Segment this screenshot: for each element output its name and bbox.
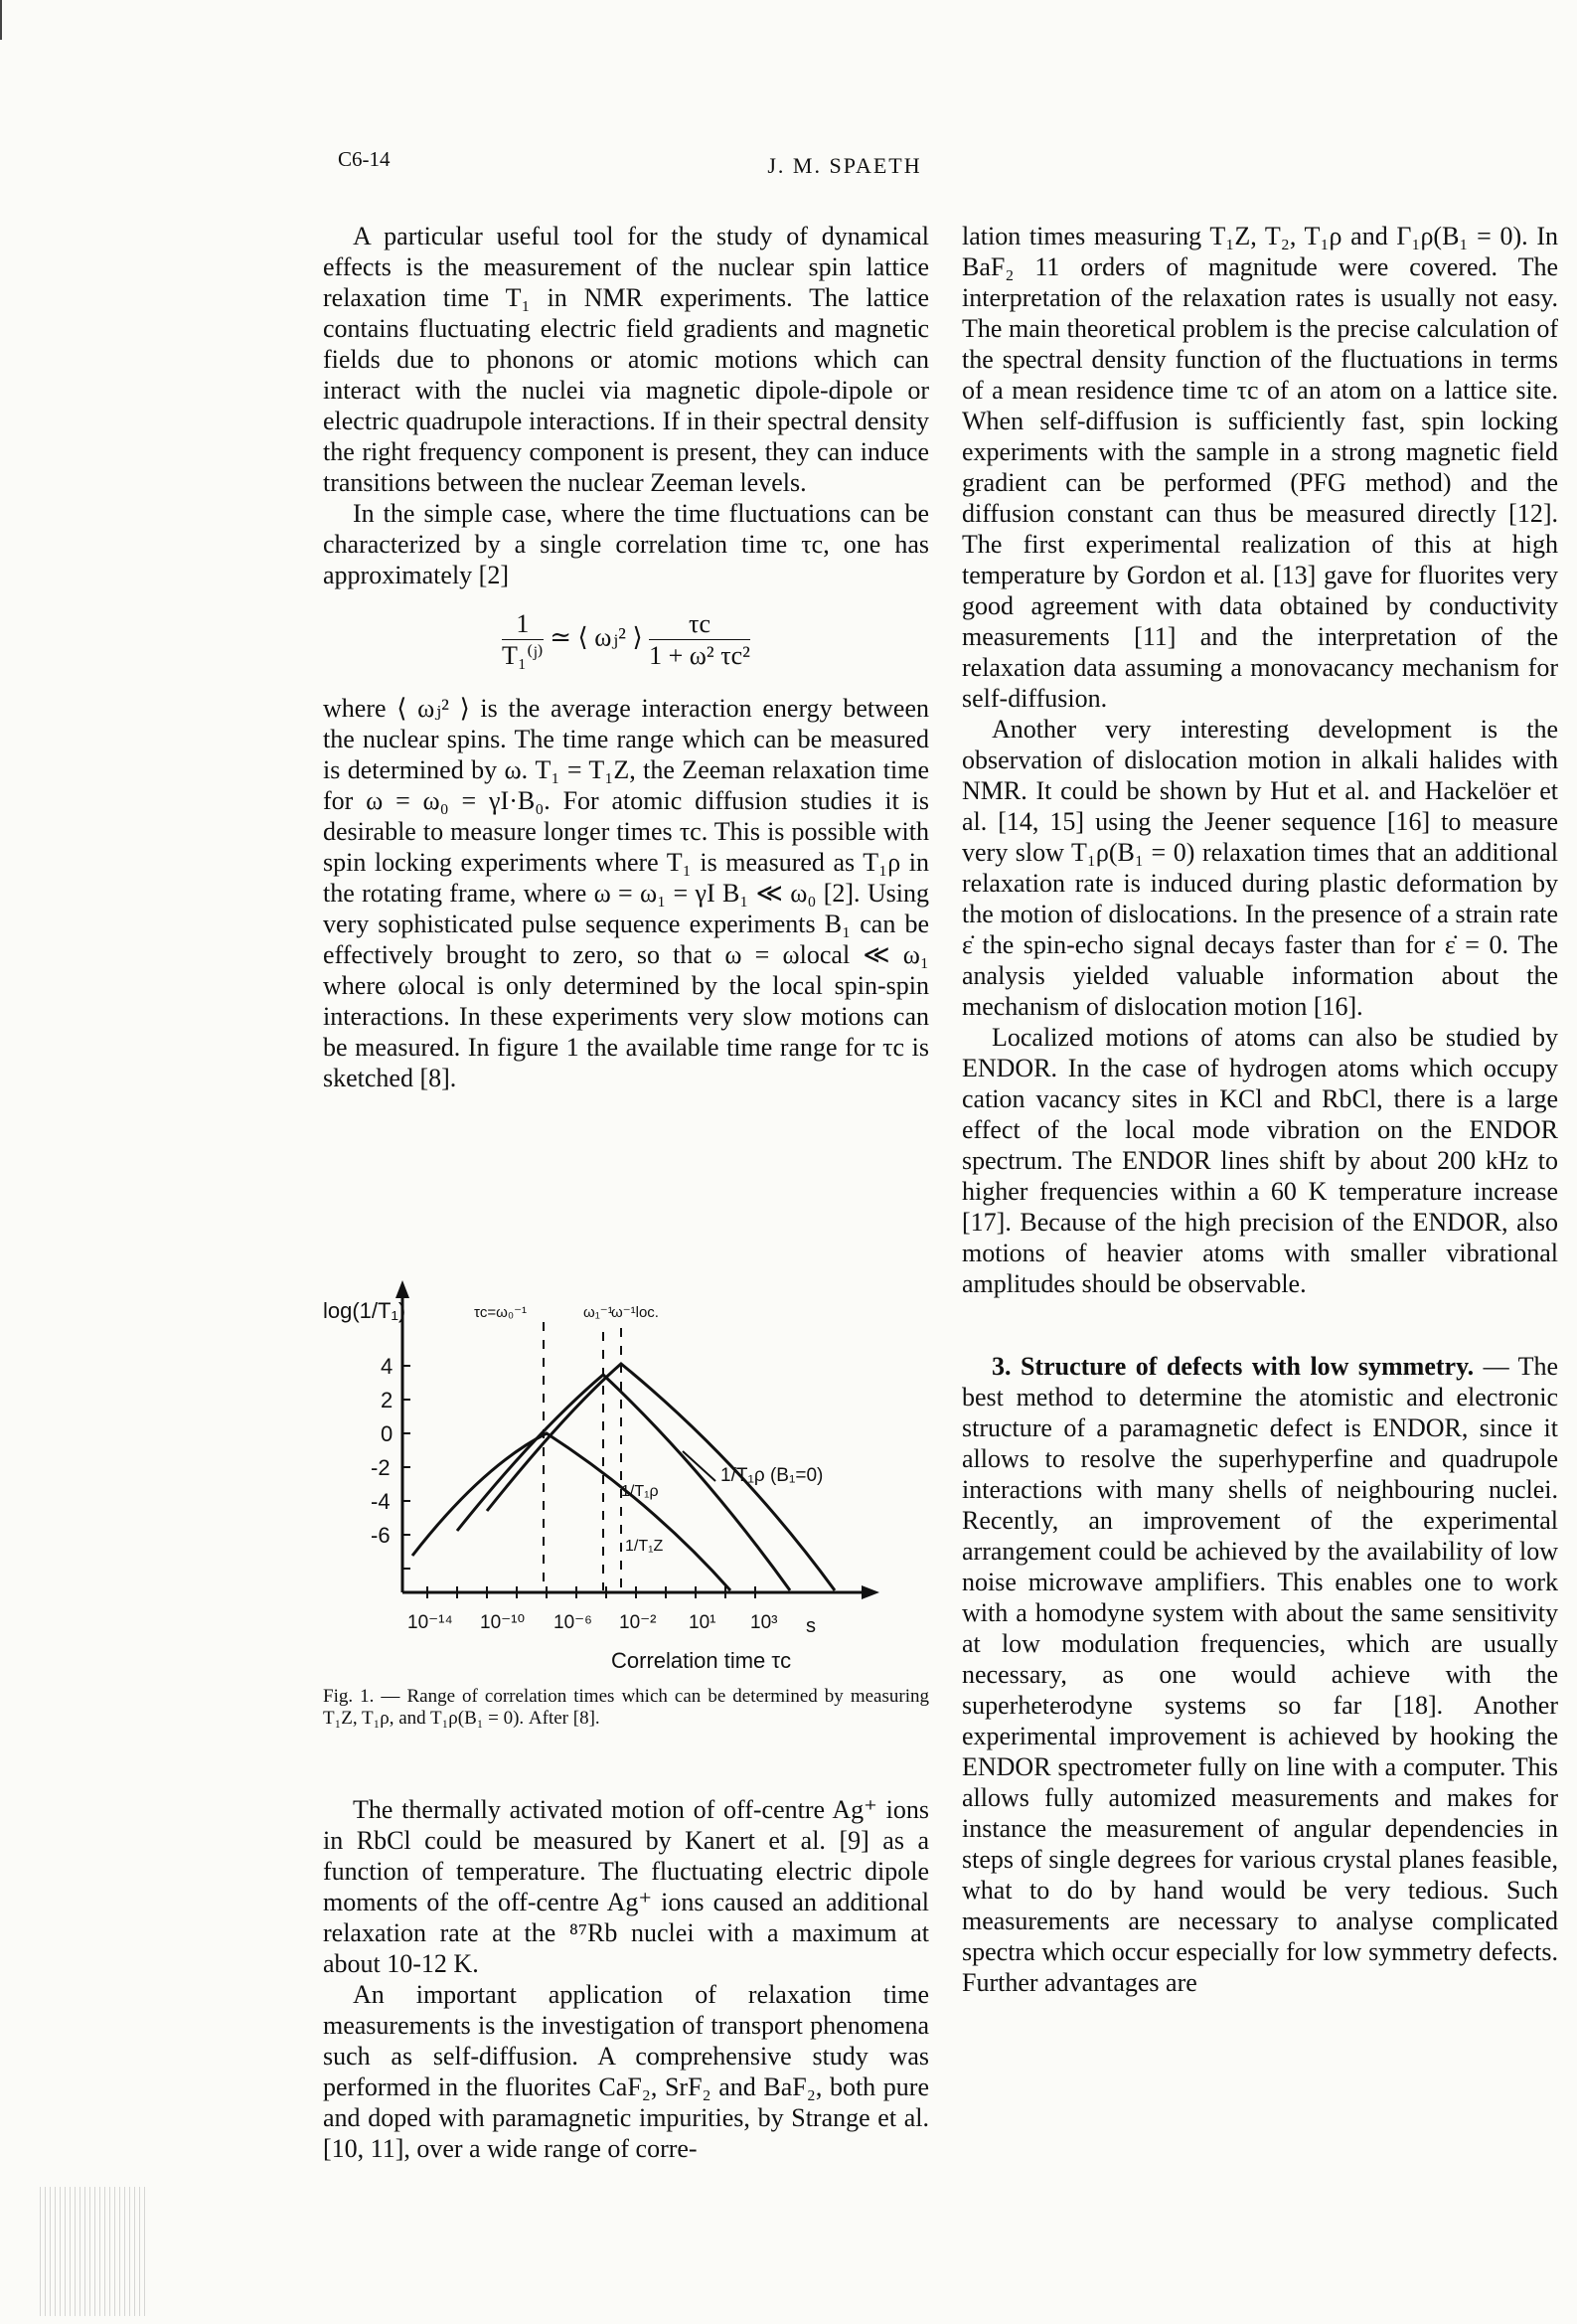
x-tick-label: 10³ bbox=[750, 1612, 778, 1633]
x-tick-label: 10⁻² bbox=[619, 1612, 657, 1633]
figure-caption: Fig. 1. — Range of correlation times which can be determined by measuring T₁Z, T₁ρ, and T₁ρ(B₁ = 0). After [8]. bbox=[323, 1686, 929, 1729]
y-tick-label: -6 bbox=[371, 1523, 391, 1548]
y-tick-label: 4 bbox=[381, 1354, 394, 1379]
x-unit-label: s bbox=[806, 1615, 816, 1637]
right-paragraph-3: Localized motions of atoms can also be studied by ENDOR. In the case of hydrogen atoms which occupy cation vacancy sites in KCl and RbCl, there is a large effect of the local mode vibration on the ENDOR spectrum. The ENDOR lines shift by about 200 kHz to higher frequencies within a 60 K temperature increase [17]. Because of the high precision of the ENDOR, also motions of heavier atoms with smaller vibrational amplitudes should be observable. bbox=[962, 1023, 1558, 1298]
eq-lhs-numerator: 1 bbox=[502, 608, 544, 640]
scan-artifact bbox=[40, 2187, 149, 2316]
x-tick-label: 10¹ bbox=[689, 1612, 716, 1633]
eq-lhs-denominator: T₁⁽ʲ⁾ bbox=[502, 641, 544, 670]
label-omega0: τc=ω₀⁻¹ bbox=[474, 1304, 528, 1321]
eq-lhs-fraction bbox=[502, 608, 544, 671]
right-column bbox=[962, 221, 1558, 1998]
y-tick-label: -4 bbox=[371, 1489, 391, 1514]
left-paragraph-2: In the simple case, where the time fluctuations can be characterized by a single correlation time τc, one has approximately [2] bbox=[323, 499, 929, 589]
eq-middle: ≃ ⟨ ωⱼ² ⟩ bbox=[550, 622, 643, 652]
y-tick-label: 0 bbox=[381, 1421, 394, 1446]
left-paragraph-5: An important application of relaxation time measurements is the investigation of transport phenomena such as self-diffusion. A comprehensive study was performed in the fluorites CaF₂, SrF₂ and BaF₂, both pure and doped with paramagnetic impurities, by Strange et al. [10, 11], over a wide range of corre- bbox=[323, 1980, 929, 2163]
running-head: J. M. SPAETH bbox=[767, 153, 922, 178]
scan-edge-mark bbox=[0, 0, 2, 40]
eq-rhs-numerator: τc bbox=[649, 608, 750, 640]
x-tick-label: 10⁻¹⁰ bbox=[480, 1612, 526, 1633]
x-tick-label: 10⁻¹⁴ bbox=[407, 1612, 453, 1633]
curve-label-t1rho: 1/T₁ρ bbox=[621, 1483, 659, 1500]
curve-label-t1z: 1/T₁Z bbox=[625, 1538, 664, 1555]
left-paragraph-1: A particular useful tool for the study of dynamical effects is the measurement of the nuclear spin lattice relaxation time T₁ in NMR experiments. The lattice contains fluctuating electric field gradients and magnetic fields due to phonons or atomic motions which can interact with the nuclei via magnetic dipole-dipole or electric quadrupole interactions. If in their spectral density the right frequency component is present, they can induce transitions between the nuclear Zeeman levels. bbox=[323, 222, 929, 497]
x-axis-label: Correlation time τc bbox=[611, 1648, 792, 1673]
right-paragraph-2: Another very interesting development is the observation of dislocation motion in alkali halides with NMR. It could be shown by Hut et al. and Hackelöer et al. [14, 15] using the Jeener sequence [16] to measure very slow T₁ρ(B₁ = 0) relaxation times that an additional relaxation rate is induced during plastic deformation by the motion of dislocations. In the presence of a strain rate ε̇ the spin-echo signal decays faster than for ε̇ = 0. The analysis yielded valuable information about the mechanism of dislocation motion [16]. bbox=[962, 715, 1558, 1021]
y-tick-label: 2 bbox=[381, 1388, 394, 1412]
section-dash: — bbox=[1474, 1352, 1518, 1381]
eq-rhs-fraction bbox=[649, 608, 750, 671]
curve-label-t1rho-b1-zero: 1/T₁ρ (B₁=0) bbox=[720, 1465, 824, 1486]
right-paragraph-4 bbox=[962, 1351, 1558, 1998]
left-column-top bbox=[323, 221, 929, 1093]
eq-rhs-denominator: 1 + ω² τc² bbox=[649, 641, 750, 670]
y-axis-arrow bbox=[395, 1280, 409, 1298]
left-paragraph-4: The thermally activated motion of off-centre Ag⁺ ions in RbCl could be measured by Kanert et al. [9] as a function of temperature. The fluctuating electric dipole moments of the off-centre Ag⁺ ions caused an additional relaxation rate at the ⁸⁷Rb nuclei with a maximum at about 10-12 K. bbox=[323, 1795, 929, 1978]
figure-1-plot bbox=[323, 1272, 939, 1680]
page-identifier: C6-14 bbox=[338, 147, 391, 171]
x-axis-arrow bbox=[862, 1585, 879, 1599]
left-column-bottom bbox=[323, 1794, 929, 2164]
section-heading: 3. Structure of defects with low symmetry. bbox=[992, 1352, 1475, 1381]
relaxation-equation bbox=[323, 608, 929, 671]
y-tick-label: -2 bbox=[371, 1455, 391, 1480]
label-omega1: ω₁⁻¹ bbox=[583, 1304, 613, 1321]
x-tick-label: 10⁻⁶ bbox=[553, 1612, 592, 1633]
label-omega-local: ω⁻¹loc. bbox=[611, 1304, 659, 1321]
section-body: The best method to determine the atomistic and electronic structure of a paramagnetic defect is ENDOR, since it allows to resolve the superhyperfine and quadrupole interactions with many shells of neighbouring nuclei. Recently, an improvement of the experimental arrangement could be achieved by the availability of low noise microwave amplifiers. This enables one to work with a homodyne system with about the same sensitivity at low modulation frequencies, which are usually necessary, as one would achieve with the superheterodyne systems so far [18]. Another experimental improvement is achieved by hooking the ENDOR spectrometer fully on line with a computer. This allows fully automized measurements and makes for instance the measurement of angular dependencies in steps of single degrees for various crystal planes feasible, what to do by hand would be very tedious. Such measurements are necessary to analyse complicated spectra which occur especially for low symmetry defects. Further advantages are bbox=[962, 1352, 1558, 1997]
left-paragraph-3: where ⟨ ωⱼ² ⟩ is the average interaction energy between the nuclear spins. The time range which can be measured is determined by ω. T₁ = T₁Z, the Zeeman relaxation time for ω = ω₀ = γI·B₀. For atomic diffusion studies it is desirable to measure longer times τc. This is possible with spin locking experiments where T₁ is measured as T₁ρ in the rotating frame, where ω = ω₁ = γI B₁ ≪ ω₀ [2]. Using very sophisticated pulse sequence experiments B₁ can be effectively brought to zero, so that ω = ωlocal ≪ ω₁ where ωlocal is only determined by the local spin-spin interactions. In these experiments very slow motions can be measured. In figure 1 the available time range for τc is sketched [8]. bbox=[323, 694, 929, 1092]
right-paragraph-1: lation times measuring T₁Z, T₂, T₁ρ and Γ₁ρ(B₁ = 0). In BaF₂ 11 orders of magnitude were covered. The interpretation of the relaxation rates is usually not easy. The main theoretical problem is the precise calculation of the spectral density function of the fluctuations in terms of a mean residence time τc of an atom on a lattice site. When self-diffusion is sufficiently fast, spin locking experiments with the sample in a strong magnetic field gradient can be performed (PFG method) and the diffusion constant can thus be measured directly [12]. The first experimental realization of this at high temperature by Gordon et al. [13] gave for fluorites very good agreement with data obtained by conductivity measurements [11] and the interpretation of the relaxation data assuming a monovacancy mechanism for self-diffusion. bbox=[962, 222, 1558, 713]
y-axis-label: log(1/T₁) bbox=[323, 1298, 406, 1323]
